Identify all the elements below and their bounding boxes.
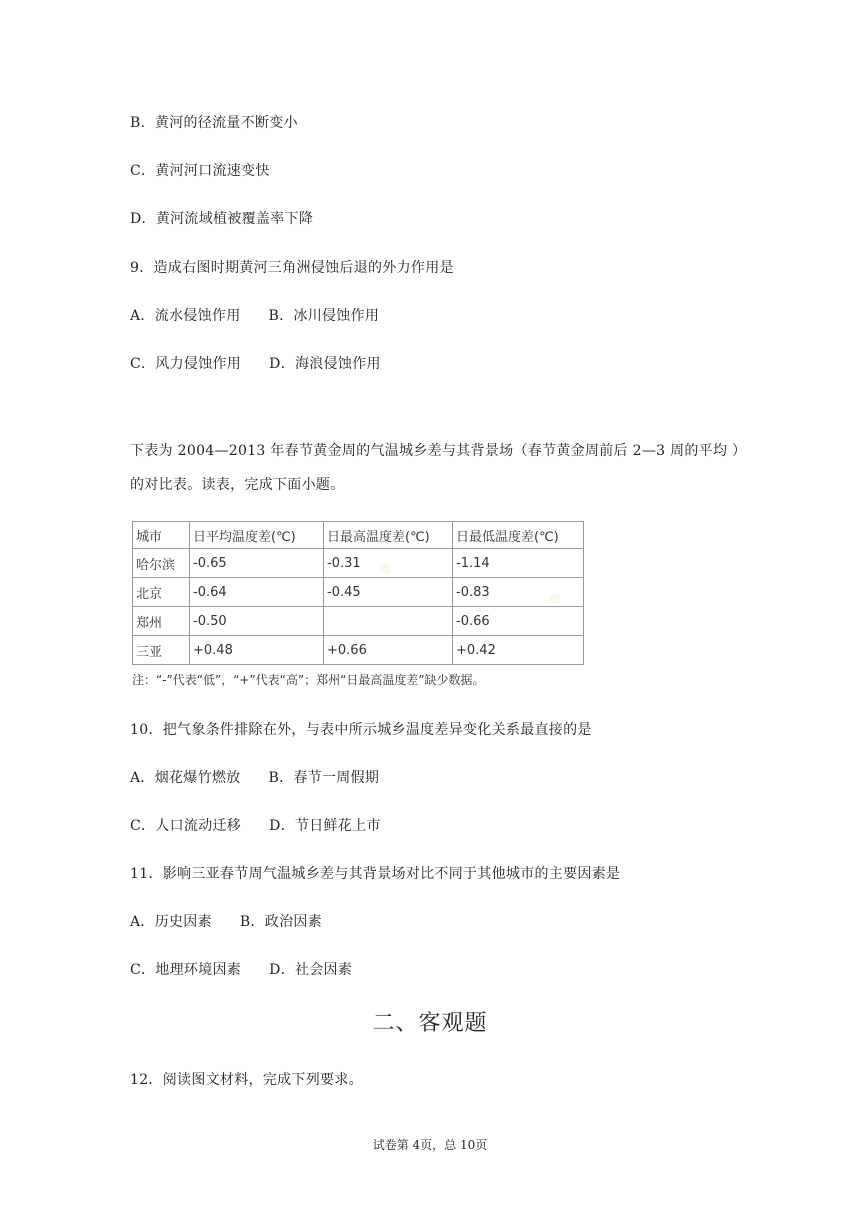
q9-options-row2: [130, 353, 381, 373]
q11-stem: 11．影响三亚春节周气温城乡差与其背景场对比不同于其他城市的主要因素是: [130, 866, 621, 882]
section-title: 二、客观题: [372, 1011, 488, 1036]
table-cell: -0.50: [190, 607, 324, 636]
q10-options-row2: [130, 815, 381, 835]
q8-option-d: D．黄河流域植被覆盖率下降: [130, 211, 314, 227]
table-cell: -0.66: [453, 607, 584, 636]
table-header-cell: 城市: [133, 522, 190, 549]
table-cell-city: 郑州: [133, 607, 190, 636]
table-header-row: [133, 522, 584, 549]
q9-options-row1: [130, 305, 379, 325]
q9-option-a: A．流水侵蚀作用: [130, 308, 241, 324]
q8-option-c: C．黄河河口流速变快: [130, 163, 270, 179]
table-cell: -0.45: [324, 578, 453, 607]
table-cell: +0.48: [190, 636, 324, 665]
table-cell: -0.65: [190, 549, 324, 578]
table-row: [133, 607, 584, 636]
table-cell-empty: [324, 607, 453, 636]
page-footer: 试卷第 4页，总 10页: [372, 1138, 488, 1152]
q11-option-b: B．政治因素: [239, 914, 323, 930]
table-cell-city: 北京: [133, 578, 190, 607]
watermark-mark: ◎: [547, 589, 563, 607]
q9-option-c: C．风力侵蚀作用: [130, 356, 242, 372]
q8-option-b: B．黄河的径流量不断变小: [130, 115, 298, 131]
q10-option-b: B．春节一周假期: [268, 770, 380, 786]
q11-option-d: D．社会因素: [269, 962, 353, 978]
table-intro-paragraph: 下表为 2004—2013 年春节黄金周的气温城乡差与其背景场（春节黄金周前后 2—3 周的平均 ）的对比表。读表，完成下面小题。: [130, 443, 740, 493]
table-cell: -0.83: [453, 578, 584, 607]
q11-options-row1: [130, 911, 322, 931]
table-cell: -0.31: [324, 549, 453, 578]
q10-stem: 10．把气象条件排除在外，与表中所示城乡温度差异变化关系最直接的是: [130, 722, 592, 738]
q9-option-d: D．海浪侵蚀作用: [269, 356, 381, 372]
table-cell: +0.66: [324, 636, 453, 665]
table-row: [133, 578, 584, 607]
q11-option-a: A．历史因素: [130, 914, 212, 930]
watermark-mark: ◎: [377, 559, 393, 577]
table-cell: -0.64: [190, 578, 324, 607]
table-cell: +0.42: [453, 636, 584, 665]
table-note: 注：“-”代表“低”，“+”代表“高”；郑州“日最高温度差”缺少数据。: [132, 673, 485, 687]
q10-option-d: D．节日鲜花上市: [269, 818, 381, 834]
q10-option-c: C．人口流动迁移: [130, 818, 242, 834]
q12-stem: 12．阅读图文材料，完成下列要求。: [130, 1072, 363, 1088]
table-cell-city: 三亚: [133, 636, 190, 665]
table-row: [133, 549, 584, 578]
q11-option-c: C．地理环境因素: [130, 962, 242, 978]
temperature-table-figure: [130, 521, 588, 691]
table-row: [133, 636, 584, 665]
table-cell: -1.14: [453, 549, 584, 578]
table-header-cell: 日最高温度差(℃): [324, 522, 453, 549]
table-cell-city: 哈尔滨: [133, 549, 190, 578]
table-header-cell: 日最低温度差(℃): [453, 522, 584, 549]
temperature-table: [132, 521, 584, 665]
q9-stem: 9．造成右图时期黄河三角洲侵蚀后退的外力作用是: [130, 260, 454, 276]
q9-option-b: B．冰川侵蚀作用: [268, 308, 380, 324]
q11-options-row2: [130, 959, 352, 979]
q10-options-row1: [130, 767, 379, 787]
table-header-cell: 日平均温度差(℃): [190, 522, 324, 549]
q10-option-a: A．烟花爆竹燃放: [130, 770, 241, 786]
